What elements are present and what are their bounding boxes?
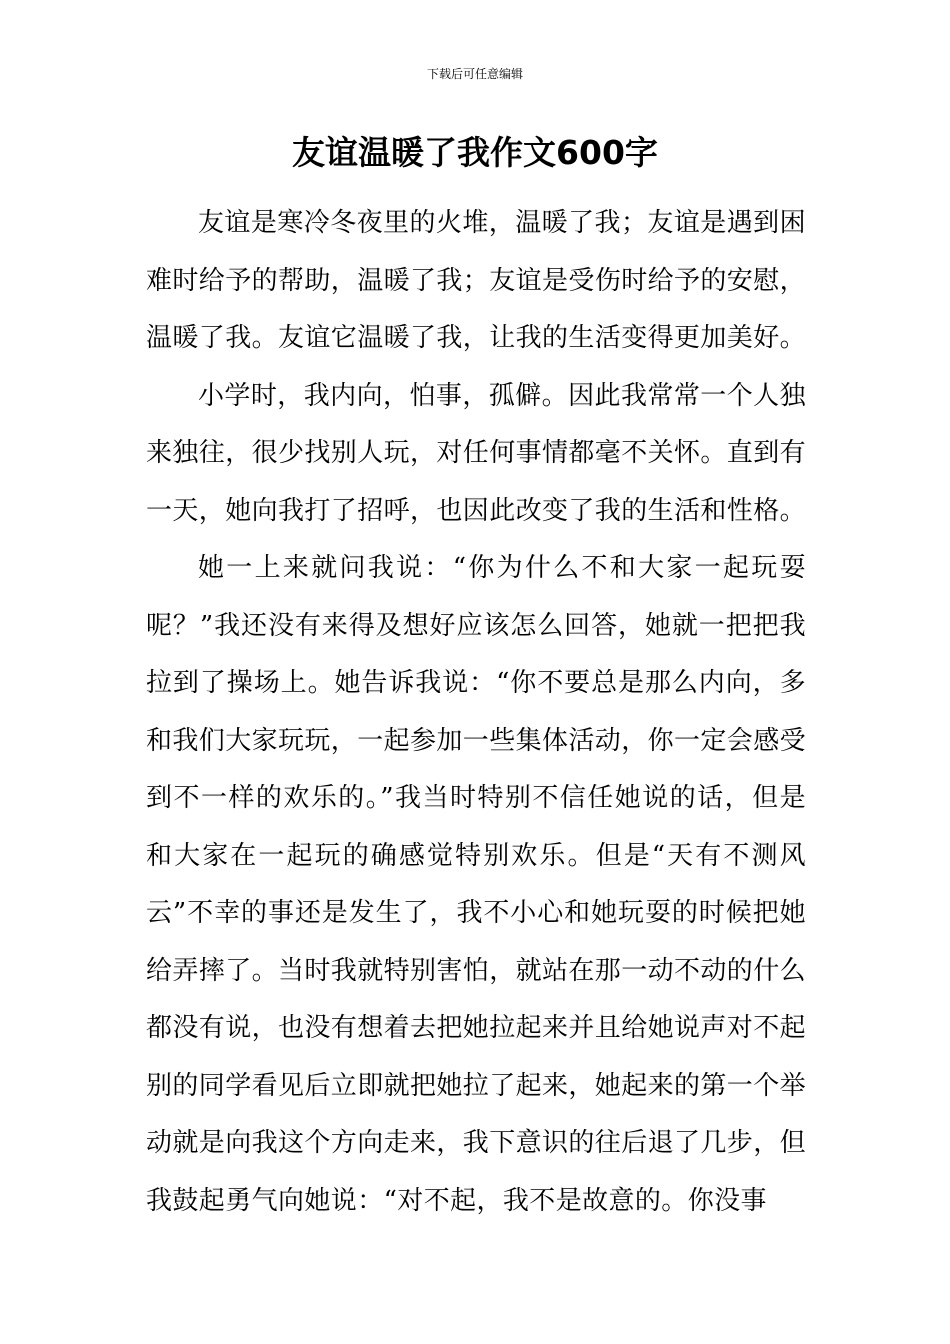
document-title: 友谊温暖了我作文600字 (292, 133, 658, 172)
paragraph-3: 她一上来就问我说：“你为什么不和大家一起玩耍呢？”我还没有来得及想好应该怎么回答，她就一把把我拉到了操场上。她告诉我说：“你不要总是那么内向，多和我们大家玩玩，一起参加一些集体活动，你一定会感受到不一样的欢乐的。”我当时特别不信任她说的话，但是和大家在一起玩的确感觉特别欢乐。但是“天有不测风云”不幸的事还是发生了，我不小心和她玩耍的时候把她给弄摔了。当时我就特别害怕，就站在那一动不动的什么都没有说，也没有想着去把她拉起来并且给她说声对不起别的同学看见后立即就把她拉了起来，她起来的第一个举动就是向我这个方向走来，我下意识的往后退了几步，但我鼓起勇气向她说：“对不起，我不是故意的。你没事 (146, 553, 807, 1216)
paragraph-2: 小学时，我内向，怕事，孤僻。因此我常常一个人独来独往，很少找别人玩，对任何事情都毫不关怀。直到有一天，她向我打了招呼，也因此改变了我的生活和性格。 (146, 380, 807, 526)
document-body (146, 195, 806, 1230)
paragraph-1: 友谊是寒冷冬夜里的火堆，温暖了我；友谊是遇到困难时给予的帮助，温暖了我；友谊是受伤时给予的安慰，温暖了我。友谊它温暖了我，让我的生活变得更加美好。 (146, 208, 807, 353)
header-note: 下载后可任意编辑 (426, 67, 523, 81)
